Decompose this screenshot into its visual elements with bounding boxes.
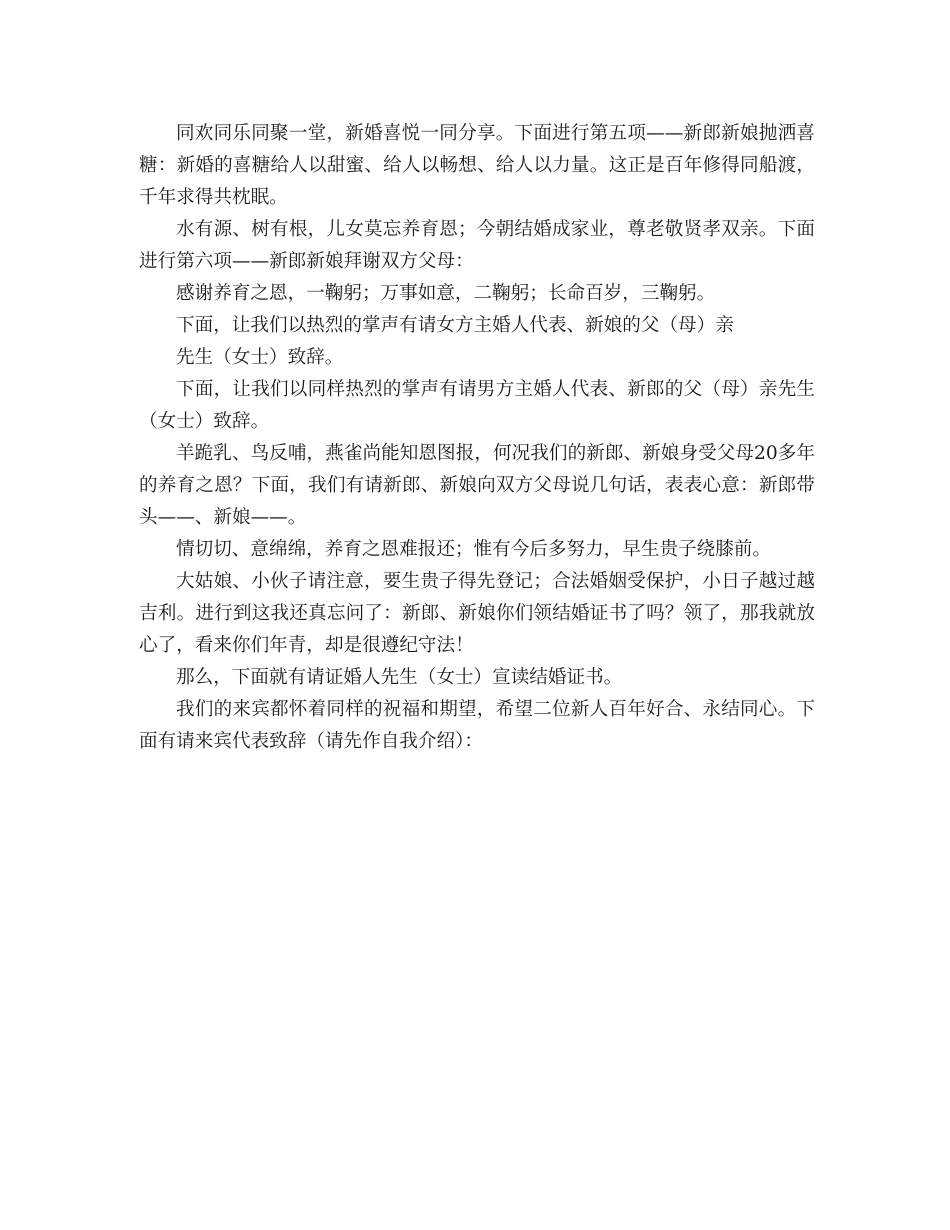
paragraph-5: 先生（女士）致辞。 <box>176 347 344 368</box>
paragraph-3: 感谢养育之恩，一鞠躬；万事如意，二鞠躬；长命百岁，三鞠躬。 <box>176 283 716 304</box>
paragraph-6: 下面，让我们以同样热烈的掌声有请男方主婚人代表、新郎的父（母）亲先生（女士）致辞。 <box>139 379 815 432</box>
paragraph-1: 同欢同乐同聚一堂，新婚喜悦一同分享。下面进行第五项——新郎新娘抛洒喜糖：新婚的喜糖给人以甜蜜、给人以畅想、给人以力量。这正是百年修得同船渡，千年求得共枕眠。 <box>139 123 815 208</box>
paragraph-11: 我们的来宾都怀着同样的祝福和期望，希望二位新人百年好合、永结同心。下面有请来宾代表致辞（请先作自我介绍）： <box>139 699 815 752</box>
document-body <box>139 118 815 758</box>
paragraph-4: 下面，让我们以热烈的掌声有请女方主婚人代表、新娘的父（母）亲 <box>176 315 734 336</box>
paragraph-9: 大姑娘、小伙子请注意，要生贵子得先登记；合法婚姻受保护，小日子越过越吉利。进行到这我还真忘问了：新郎、新娘你们领结婚证书了吗？领了，那我就放心了，看来你们年青，却是很遵纪守法！ <box>139 571 815 656</box>
paragraph-10: 那么，下面就有请证婚人先生（女士）宣读结婚证书。 <box>176 667 623 688</box>
paragraph-8: 情切切、意绵绵，养育之恩难报还；惟有今后多努力，早生贵子绕膝前。 <box>176 539 772 560</box>
paragraph-7: 羊跪乳、鸟反哺，燕雀尚能知恩图报，何况我们的新郎、新娘身受父母20多年的养育之恩？下面，我们有请新郎、新娘向双方父母说几句话，表表心意：新郎带头——、新娘——。 <box>139 443 815 528</box>
paragraph-2: 水有源、树有根，儿女莫忘养育恩；今朝结婚成家业，尊老敬贤孝双亲。下面进行第六项——新郎新娘拜谢双方父母： <box>139 219 815 272</box>
